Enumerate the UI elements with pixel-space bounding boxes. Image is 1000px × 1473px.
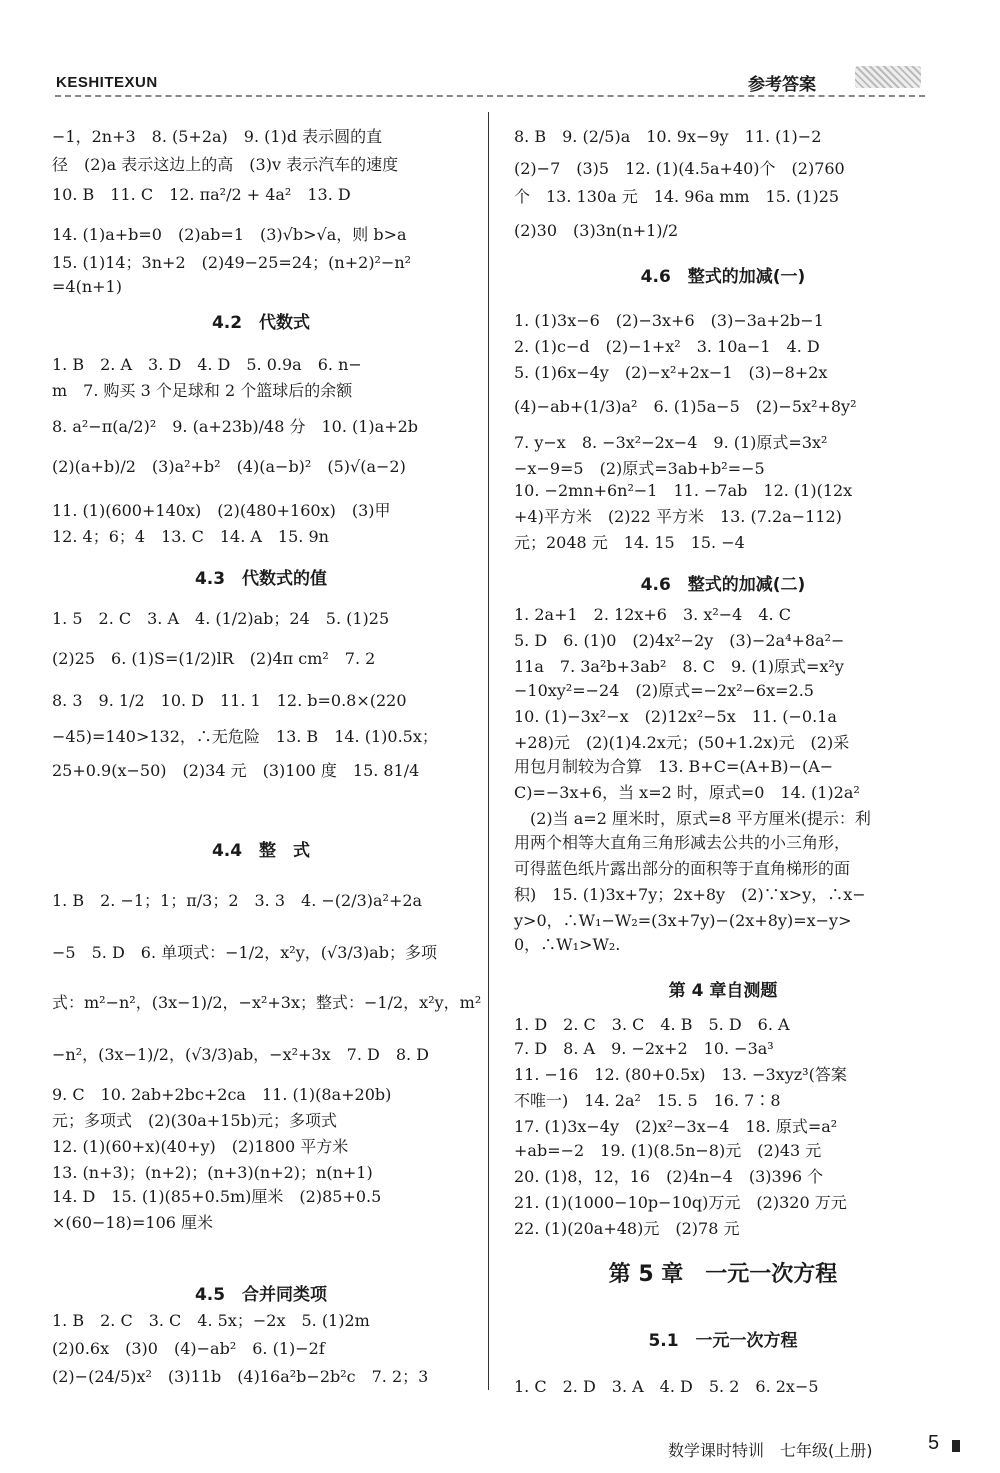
answer-line: 积) 15. (1)3x+7y；2x+8y (2)∵x>y，∴x− bbox=[514, 885, 866, 904]
chapter-heading: 第 5 章 一元一次方程 bbox=[608, 1262, 838, 1287]
answer-line: 1. B 2. C 3. C 4. 5x；−2x 5. (1)2m bbox=[52, 1311, 370, 1330]
answer-line: 可得蓝色纸片露出部分的面积等于直角梯形的面 bbox=[514, 859, 851, 878]
answer-line: 13. (n+3)；(n+2)；(n+3)(n+2)；n(n+1) bbox=[52, 1163, 373, 1182]
answer-line: (2)(a+b)/2 (3)a²+b² (4)(a−b)² (5)√(a−2) bbox=[52, 457, 406, 476]
answer-line: 10. B 11. C 12. πa²/2 + 4a² 13. D bbox=[52, 185, 351, 204]
answer-line: 20. (1)8，12，16 (2)4n−4 (3)396 个 bbox=[514, 1167, 824, 1186]
answer-line: 21. (1)(1000−10p−10q)万元 (2)320 万元 bbox=[514, 1193, 847, 1212]
answer-line: (4)−ab+(1/3)a² 6. (1)5a−5 (2)−5x²+8y² bbox=[514, 397, 857, 416]
answer-line: 用两个相等大直角三角形减去公共的小三角形， bbox=[514, 833, 851, 852]
answer-line: −10xy²=−24 (2)原式=−2x²−6x=2.5 bbox=[514, 681, 814, 700]
answer-line: 8. 3 9. 1/2 10. D 11. 1 12. b=0.8×(220 bbox=[52, 691, 407, 710]
footer-book-title: 数学课时特训 七年级(上册) bbox=[668, 1441, 873, 1460]
answer-line: 5. D 6. (1)0 (2)4x²−2y (3)−2a⁴+8a²− bbox=[514, 631, 845, 650]
answer-line: 元；2048 元 14. 15 15. −4 bbox=[514, 533, 745, 552]
answer-line: 17. (1)3x−4y (2)x²−3x−4 18. 原式=a² bbox=[514, 1117, 838, 1136]
column-divider bbox=[488, 112, 489, 1390]
answer-line: 式：m²−n²，(3x−1)/2，−x²+3x；整式：−1/2，x²y，m² bbox=[52, 993, 482, 1012]
answer-line: 22. (1)(20a+48)元 (2)78 元 bbox=[514, 1219, 740, 1238]
answer-line: ×(60−18)=106 厘米 bbox=[52, 1213, 214, 1232]
answer-line: −n²，(3x−1)/2，(√3/3)ab，−x²+3x 7. D 8. D bbox=[52, 1045, 429, 1064]
answer-line: 0，∴W₁>W₂. bbox=[514, 935, 621, 954]
answer-line: 径 (2)a 表示这边上的高 (3)v 表示汽车的速度 bbox=[52, 155, 399, 174]
answer-line: 8. B 9. (2/5)a 10. 9x−9y 11. (1)−2 bbox=[514, 127, 822, 146]
answer-line: +28)元 (2)(1)4.2x元；(50+1.2x)元 (2)采 bbox=[514, 733, 850, 752]
answer-line: 12. (1)(60+x)(40+y) (2)1800 平方米 bbox=[52, 1137, 349, 1156]
answer-line: 5. (1)6x−4y (2)−x²+2x−1 (3)−8+2x bbox=[514, 363, 828, 382]
answer-line: y>0，∴W₁−W₂=(3x+7y)−(2x+8y)=x−y> bbox=[514, 911, 852, 930]
section-heading: 4.6 整式的加减(一) bbox=[640, 267, 806, 287]
answer-line: 不唯一) 14. 2a² 15. 5 16. 7∶8 bbox=[514, 1091, 781, 1110]
answer-line: 14. D 15. (1)(85+0.5m)厘米 (2)85+0.5 bbox=[52, 1187, 382, 1206]
answer-line: +ab=−2 19. (1)(8.5n−8)元 (2)43 元 bbox=[514, 1141, 822, 1160]
answer-line: (2)当 a=2 厘米时，原式=8 平方厘米(提示：利 bbox=[514, 809, 871, 828]
answer-line: (2)−(24/5)x² (3)11b (4)16a²b−2b²c 7. 2；3 bbox=[52, 1367, 429, 1386]
answer-line: 7. y−x 8. −3x²−2x−4 9. (1)原式=3x² bbox=[514, 433, 828, 452]
answer-line: −x−9=5 (2)原式=3ab+b²=−5 bbox=[514, 459, 765, 478]
answer-line: 1. B 2. −1；1；π/3；2 3. 3 4. −(2/3)a²+2a bbox=[52, 891, 423, 910]
section-heading: 4.3 代数式的值 bbox=[194, 569, 328, 589]
answer-line: −45)=140>132，∴无危险 13. B 14. (1)0.5x； bbox=[52, 727, 438, 746]
answer-line: 元；多项式 (2)(30a+15b)元；多项式 bbox=[52, 1111, 338, 1130]
section-heading: 4.5 合并同类项 bbox=[194, 1285, 328, 1305]
section-heading: 4.4 整 式 bbox=[211, 841, 311, 861]
page-marker bbox=[952, 1440, 960, 1452]
answer-line: 10. (1)−3x²−x (2)12x²−5x 11. (−0.1a bbox=[514, 707, 837, 726]
section-heading: 5.1 一元一次方程 bbox=[648, 1331, 798, 1351]
answer-line: 11a 7. 3a²b+3ab² 8. C 9. (1)原式=x²y bbox=[514, 657, 844, 676]
answer-line: 15. (1)14；3n+2 (2)49−25=24；(n+2)²−n² bbox=[52, 253, 412, 272]
answer-line: 9. C 10. 2ab+2bc+2ca 11. (1)(8a+20b) bbox=[52, 1085, 392, 1104]
answer-line: =4(n+1) bbox=[52, 277, 122, 296]
answer-line: 8. a²−π(a/2)² 9. (a+23b)/48 分 10. (1)a+2b bbox=[52, 417, 419, 436]
answer-line: −5 5. D 6. 单项式：−1/2，x²y，(√3/3)ab；多项 bbox=[52, 943, 437, 962]
answer-line: −1，2n+3 8. (5+2a) 9. (1)d 表示圆的直 bbox=[52, 127, 383, 146]
brand-label: KESHITEXUN bbox=[56, 74, 158, 91]
section-heading: 4.2 代数式 bbox=[211, 313, 311, 333]
answer-line: 2. (1)c−d (2)−1+x² 3. 10a−1 4. D bbox=[514, 337, 820, 356]
answer-line: +4)平方米 (2)22 平方米 13. (7.2a−112) bbox=[514, 507, 842, 526]
answer-line: 1. (1)3x−6 (2)−3x+6 (3)−3a+2b−1 bbox=[514, 311, 824, 330]
answer-line: (2)30 (3)3n(n+1)/2 bbox=[514, 221, 679, 240]
answer-line: 11. (1)(600+140x) (2)(480+160x) (3)甲 bbox=[52, 501, 391, 520]
header-title: 参考答案 bbox=[748, 75, 816, 95]
answer-line: 用包月制较为合算 13. B+C=(A+B)−(A− bbox=[514, 757, 834, 776]
answer-line: 1. 5 2. C 3. A 4. (1/2)ab；24 5. (1)25 bbox=[52, 609, 390, 628]
answer-line: 1. C 2. D 3. A 4. D 5. 2 6. 2x−5 bbox=[514, 1377, 819, 1396]
answer-line: 个 13. 130a 元 14. 96a mm 15. (1)25 bbox=[514, 187, 840, 206]
answer-line: (2)−7 (3)5 12. (1)(4.5a+40)个 (2)760 bbox=[514, 159, 845, 178]
answer-line: (2)0.6x (3)0 (4)−ab² 6. (1)−2f bbox=[52, 1339, 325, 1358]
answer-line: 11. −16 12. (80+0.5x) 13. −3xyz³(答案 bbox=[514, 1065, 847, 1084]
answer-line: 10. −2mn+6n²−1 11. −7ab 12. (1)(12x bbox=[514, 481, 853, 500]
answer-line: 14. (1)a+b=0 (2)ab=1 (3)√b>√a，则 b>a bbox=[52, 225, 407, 244]
answer-line: (2)25 6. (1)S=(1/2)lR (2)4π cm² 7. 2 bbox=[52, 649, 376, 668]
page-number: 5 bbox=[928, 1432, 940, 1454]
answer-line: 1. B 2. A 3. D 4. D 5. 0.9a 6. n− bbox=[52, 355, 362, 374]
header-decoration bbox=[855, 66, 921, 88]
header-divider bbox=[55, 95, 925, 97]
answer-line: 1. 2a+1 2. 12x+6 3. x²−4 4. C bbox=[514, 605, 791, 624]
answer-line: 1. D 2. C 3. C 4. B 5. D 6. A bbox=[514, 1015, 790, 1034]
answer-line: 12. 4；6；4 13. C 14. A 15. 9n bbox=[52, 527, 329, 546]
answer-line: 7. D 8. A 9. −2x+2 10. −3a³ bbox=[514, 1039, 774, 1058]
section-heading: 第 4 章自测题 bbox=[668, 981, 778, 1001]
answer-line: C)=−3x+6，当 x=2 时，原式=0 14. (1)2a² bbox=[514, 783, 860, 802]
answer-line: m 7. 购买 3 个足球和 2 个篮球后的余额 bbox=[52, 381, 353, 400]
answer-line: 25+0.9(x−50) (2)34 元 (3)100 度 15. 81/4 bbox=[52, 761, 420, 780]
section-heading: 4.6 整式的加减(二) bbox=[640, 575, 806, 595]
